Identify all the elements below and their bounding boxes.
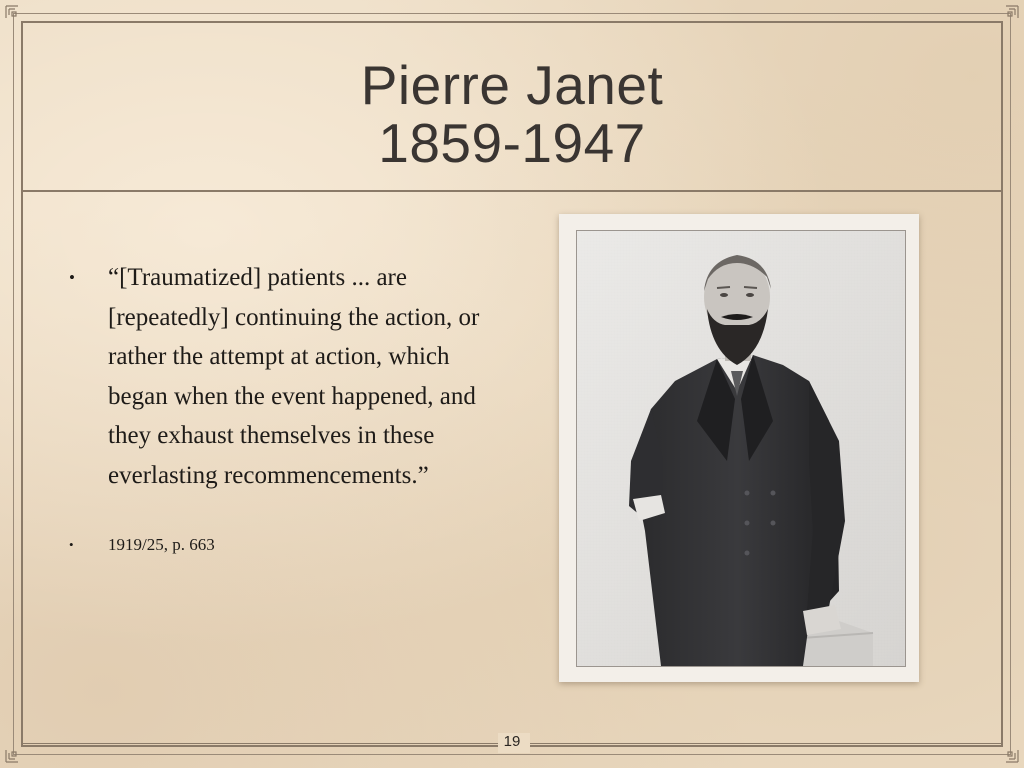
portrait-illustration [577, 231, 905, 666]
quote-text: “[Traumatized] patients ... are [repeatedly] continuing the action, or rather the attempt at action, which began when the event happened, and they exhaust themselves in these everlasting recommencements.” [108, 264, 480, 489]
bullet-list [62, 258, 482, 557]
title-divider [23, 190, 1001, 192]
title-dates: 1859-1947 [378, 112, 646, 174]
bullet-citation [62, 533, 482, 557]
slide-title [0, 56, 1024, 172]
bullet-marker: • [69, 537, 74, 552]
corner-ornament-icon [4, 4, 26, 26]
title-name: Pierre Janet [360, 54, 664, 116]
bullet-quote [62, 258, 482, 495]
bullet-marker: • [69, 268, 75, 287]
page-number: 19 [503, 733, 521, 750]
portrait-frame [559, 214, 919, 682]
corner-ornament-icon [998, 4, 1020, 26]
portrait-photo [576, 230, 906, 667]
citation-text: 1919/25, p. 663 [108, 535, 215, 554]
